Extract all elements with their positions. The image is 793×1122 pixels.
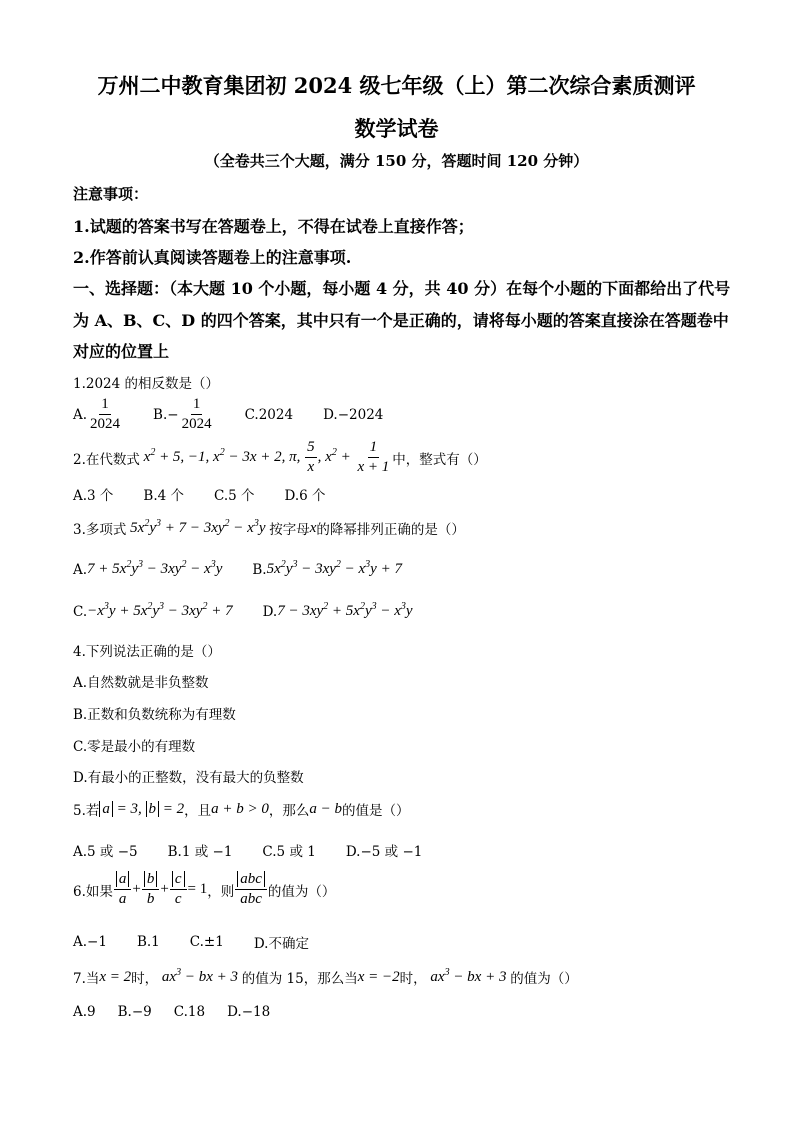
exam-info: （全卷共三个大题，满分 150 分，答题时间 120 分钟） bbox=[204, 152, 589, 170]
q6-frac-c: $\frac{c}{c}$ bbox=[170, 872, 187, 907]
q3-option-d-label: D. bbox=[262, 603, 278, 620]
q1-b-numerator: 1 bbox=[191, 397, 203, 415]
q5-condition-sum: a + b > 0 bbox=[211, 800, 269, 817]
q1-option-b-fraction bbox=[180, 397, 214, 432]
q3-option-c-label: C. bbox=[73, 603, 88, 620]
q2-option-d: D.6 个 bbox=[284, 488, 326, 504]
note-item-1: 1.试题的答案书写在答题卷上，不得在试卷上直接作答； bbox=[73, 217, 474, 236]
q3-option-b-expression: $5x^2y^3 - 3xy^2 - x^3y + 7$ bbox=[266, 559, 402, 577]
q5-option-d: D.−5 或 −1 bbox=[345, 844, 423, 860]
q6-option-a: A.−1 bbox=[73, 934, 107, 950]
q7-expression-2: $ax^3$ − bx + 3 bbox=[426, 966, 511, 985]
q2-expression-list: $x^2 + 5$, −1, $x^2 - 3x + 2$, π, bbox=[139, 447, 305, 465]
q4-stem: 4.下列说法正确的是（） bbox=[73, 644, 221, 660]
q7-option-d: D.−18 bbox=[227, 1004, 271, 1020]
q7-suffix: 的值为（） bbox=[510, 971, 578, 987]
q1-a-denominator: 2024 bbox=[90, 416, 121, 432]
q2-stem bbox=[73, 440, 487, 475]
q6-frac-abc: $\frac{\text{abc}}{\text{abc}}$ bbox=[235, 872, 267, 907]
q2-option-c: C.5 个 bbox=[214, 488, 255, 504]
q7-expression-1: $ax^3$ − bx + 3 bbox=[158, 966, 242, 985]
q4-option-d: D.有最小的正整数，没有最大的负整数 bbox=[73, 770, 304, 786]
q3-option-d-expression: $7 - 3xy^2 + 5x^2y^3 - x^3y$ bbox=[277, 601, 413, 619]
q3-option-c-expression: $-x^3y + 5x^2y^3 - 3xy^2 + 7$ bbox=[87, 601, 233, 619]
q7-option-a: A.9 bbox=[73, 1004, 96, 1020]
q6-frac-a: $\frac{a}{a}$ bbox=[114, 872, 132, 907]
q2-frac1-denominator: x bbox=[307, 459, 315, 475]
q7-option-c: C.18 bbox=[173, 1004, 206, 1020]
q4-option-b: B.正数和负数统称为有理数 bbox=[73, 707, 236, 723]
q5-options bbox=[73, 840, 422, 860]
q5-mid1: ，且 bbox=[184, 803, 212, 819]
q3-option-b-label: B. bbox=[252, 561, 267, 578]
q5-prefix: 5.若 bbox=[73, 803, 100, 819]
q1-a-numerator: 1 bbox=[99, 397, 111, 415]
q3-mid: 按字母 bbox=[269, 522, 310, 538]
q1-option-a-fraction bbox=[88, 397, 122, 432]
q1-option-d: D.−2024 bbox=[323, 406, 384, 423]
q7-stem bbox=[73, 967, 578, 987]
q2-option-b: B.4 个 bbox=[143, 488, 185, 504]
q7-condition-1: x = 2 bbox=[99, 968, 132, 985]
q1-b-denominator: 2024 bbox=[181, 416, 212, 432]
q7-text-3: 时， bbox=[399, 971, 427, 987]
q7-prefix: 7.当 bbox=[73, 971, 100, 987]
q3-suffix: 的降幂排列正确的是（） bbox=[316, 522, 465, 538]
section1-line2: 为 A、B、C、D 的四个答案，其中只有一个是正确的，请将每小题的答案直接涂在答题卷中 bbox=[73, 311, 729, 330]
q5-option-a: A.5 或 −5 bbox=[73, 844, 138, 860]
q7-text-1: 时， bbox=[131, 971, 159, 987]
q5-condition-abs: a = 3, b = 2 bbox=[99, 801, 184, 818]
notes-heading: 注意事项： bbox=[73, 185, 149, 203]
q6-options bbox=[73, 932, 309, 952]
section1-line3: 对应的位置上 bbox=[73, 342, 170, 361]
q6-option-c: C.±1 bbox=[189, 934, 224, 950]
q6-equals-one: = 1 bbox=[187, 881, 208, 897]
q2-suffix: 中，整式有（） bbox=[392, 451, 487, 468]
q4-option-c: C.零是最小的有理数 bbox=[73, 739, 196, 755]
q3-option-a-label: A. bbox=[73, 561, 88, 578]
q6-option-b: B.1 bbox=[136, 934, 160, 950]
q2-fraction-5-over-x bbox=[305, 440, 317, 475]
q2-prefix: 2.在代数式 bbox=[73, 451, 140, 468]
q5-expression: a − b bbox=[309, 800, 343, 817]
q1-stem: 1.2024 的相反数是（） bbox=[73, 376, 220, 392]
q1-option-b-label: B.− bbox=[153, 406, 179, 423]
q5-option-b: B.1 或 −1 bbox=[167, 844, 233, 860]
q6-mid: ，则 bbox=[207, 883, 235, 900]
q2-expression-tail: , $x^2$ + bbox=[317, 447, 355, 465]
q2-frac2-denominator: x + 1 bbox=[357, 459, 390, 475]
q2-frac2-numerator: 1 bbox=[368, 440, 380, 458]
q6-option-d: D.不确定 bbox=[253, 936, 309, 952]
q6-suffix: 的值为（） bbox=[267, 883, 336, 900]
q5-suffix: 的值是（） bbox=[342, 803, 410, 819]
q1-options bbox=[73, 397, 383, 432]
q7-text-2: 的值为 15，那么当 bbox=[241, 971, 358, 987]
section1-line1: 一、选择题：（本大题 10 个小题，每小题 4 分，共 40 分）在每个小题的下面都给出了代号 bbox=[73, 279, 731, 298]
q7-option-b: B.−9 bbox=[117, 1004, 152, 1020]
q3-options-row1 bbox=[73, 561, 402, 578]
q3-variable: x bbox=[309, 519, 317, 536]
q7-condition-2: x = −2 bbox=[357, 968, 400, 985]
q6-frac-b: $\frac{b}{b}$ bbox=[142, 872, 160, 907]
q3-option-a-expression: $7 + 5x^2y^3 - 3xy^2 - x^3y$ bbox=[87, 559, 223, 577]
q6-prefix: 6.如果 bbox=[73, 883, 113, 900]
exam-title: 万州二中教育集团初 2024 级七年级（上）第二次综合素质测评 bbox=[97, 73, 696, 98]
q3-options-row2 bbox=[73, 603, 413, 620]
q5-mid2: ，那么 bbox=[268, 803, 310, 819]
q5-stem bbox=[73, 799, 410, 819]
q7-options bbox=[73, 1004, 270, 1020]
q2-frac1-numerator: 5 bbox=[305, 440, 317, 458]
exam-subject: 数学试卷 bbox=[354, 116, 439, 141]
q6-stem: 6.如果 $\frac{a}{a}$ + $\frac{b}{b}$ + $\frac{c}{c}$ = 1 ，则 $\frac{\text{abc}}{\text{abc}}$ 的值为（） bbox=[73, 871, 336, 907]
q3-polynomial: $5x^2y^3 + 7 - 3xy^2 - x^3y$ bbox=[126, 517, 270, 536]
q1-option-a-label: A. bbox=[73, 406, 88, 423]
q2-option-a: A.3 个 bbox=[73, 488, 114, 504]
q2-fraction-1-over-x-plus-1 bbox=[355, 440, 391, 475]
q4-option-a: A.自然数就是非负整数 bbox=[73, 675, 209, 691]
q5-option-c: C.5 或 1 bbox=[262, 844, 316, 860]
q3-stem bbox=[73, 518, 465, 538]
note-item-2: 2.作答前认真阅读答题卷上的注意事项. bbox=[73, 248, 352, 267]
q3-prefix: 3.多项式 bbox=[73, 522, 127, 538]
q1-option-c: C.2024 bbox=[244, 406, 294, 423]
q2-options bbox=[73, 484, 326, 504]
